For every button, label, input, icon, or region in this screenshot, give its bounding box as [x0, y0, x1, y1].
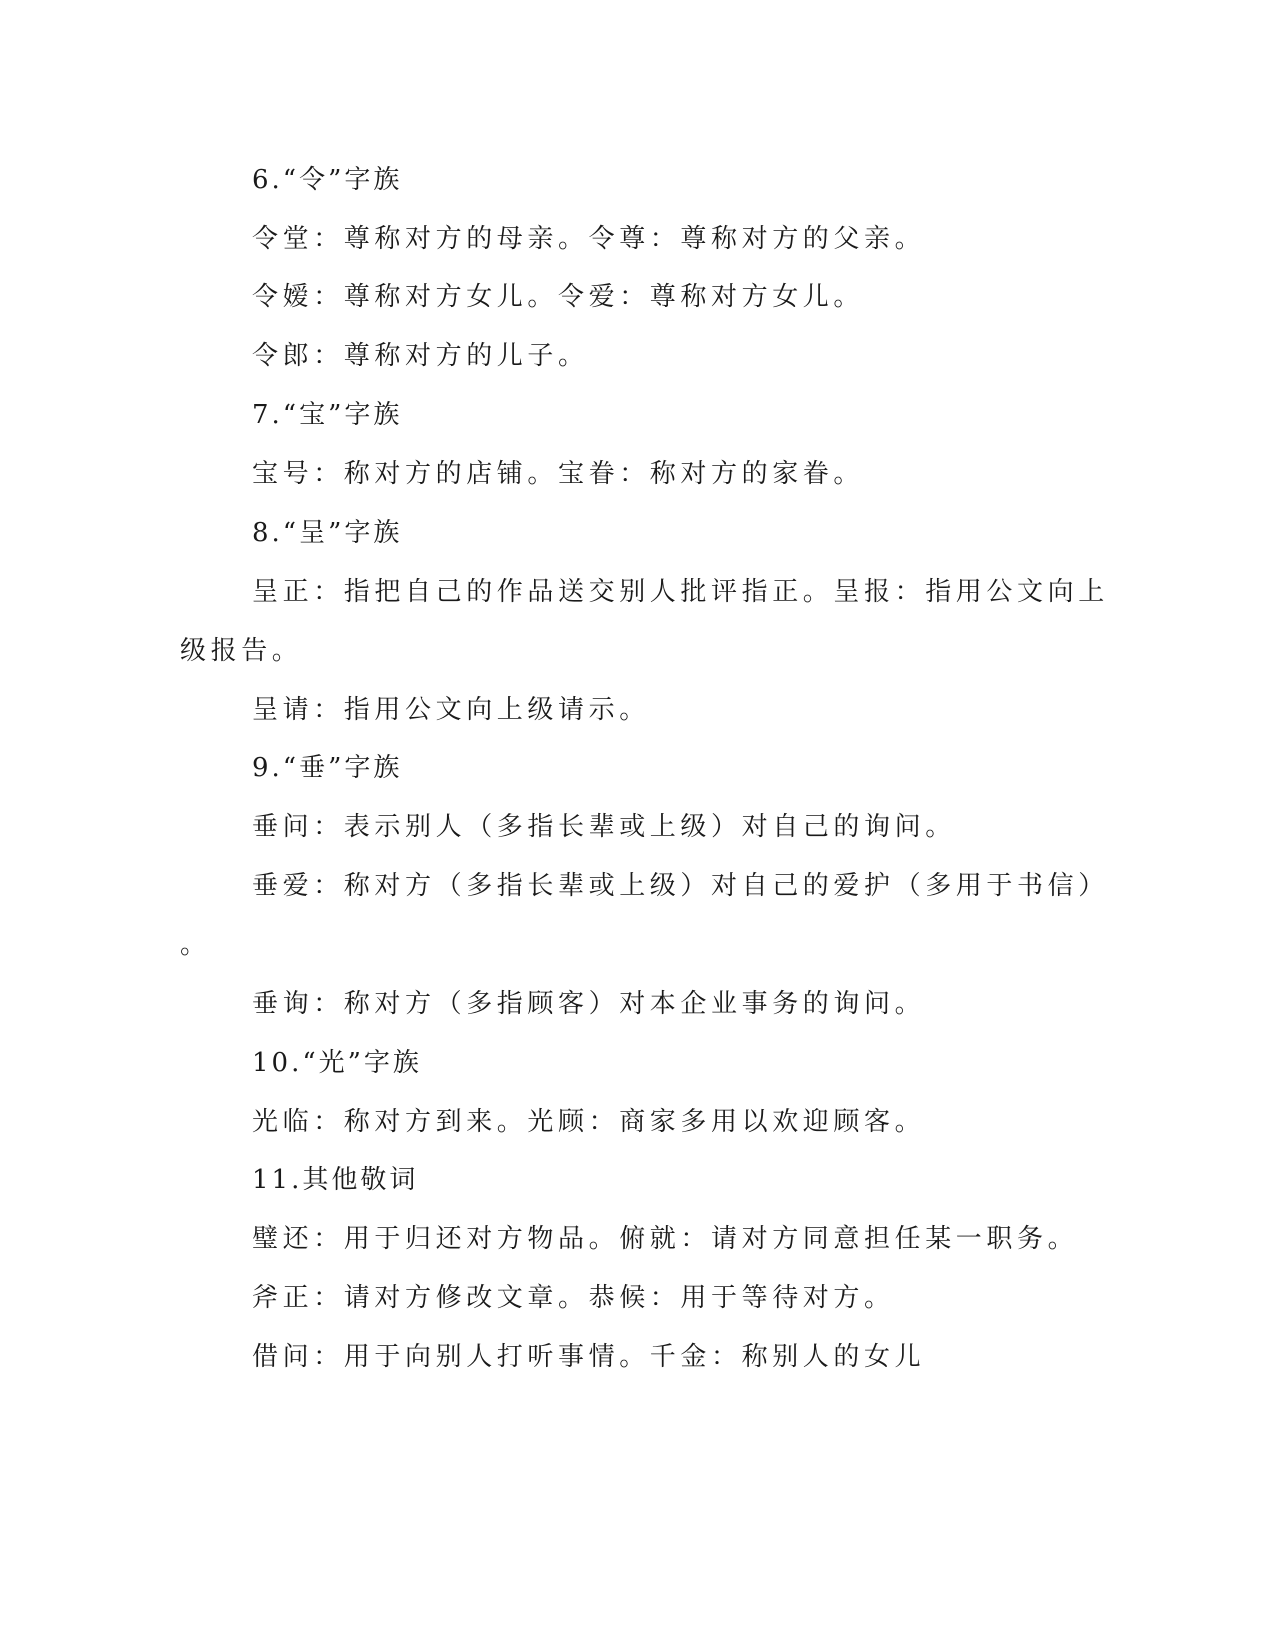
paragraph-line-continuation: 。	[180, 930, 211, 960]
section-heading-chui: 9.“垂”字族	[252, 753, 403, 783]
paragraph-line: 斧正：请对方修改文章。恭候：用于等待对方。	[252, 1283, 895, 1313]
paragraph-line: 呈正：指把自己的作品送交别人批评指正。呈报：指用公文向上	[252, 577, 1109, 607]
paragraph-line: 光临：称对方到来。光顾：商家多用以欢迎顾客。	[252, 1107, 926, 1137]
paragraph-line-continuation: 级报告。	[180, 636, 303, 666]
paragraph-line: 垂询：称对方（多指顾客）对本企业事务的询问。	[252, 989, 926, 1019]
section-heading-guang: 10.“光”字族	[252, 1048, 422, 1078]
section-heading-ling: 6.“令”字族	[252, 165, 403, 195]
paragraph-line: 令郎：尊称对方的儿子。	[252, 341, 589, 371]
section-heading-other: 11.其他敬词	[252, 1165, 419, 1195]
paragraph-line: 垂爱：称对方（多指长辈或上级）对自己的爱护（多用于书信）	[252, 871, 1109, 901]
paragraph-line: 令堂：尊称对方的母亲。令尊：尊称对方的父亲。	[252, 224, 926, 254]
paragraph-line: 宝号：称对方的店铺。宝眷：称对方的家眷。	[252, 459, 865, 489]
paragraph-line: 令嫒：尊称对方女儿。令爱：尊称对方女儿。	[252, 282, 865, 312]
paragraph-line: 呈请：指用公文向上级请示。	[252, 695, 650, 725]
section-heading-cheng: 8.“呈”字族	[252, 518, 403, 548]
section-heading-bao: 7.“宝”字族	[252, 400, 403, 430]
paragraph-line: 璧还：用于归还对方物品。俯就：请对方同意担任某一职务。	[252, 1224, 1079, 1254]
paragraph-line: 借问：用于向别人打听事情。千金：称别人的女儿	[252, 1342, 926, 1372]
paragraph-line: 垂问：表示别人（多指长辈或上级）对自己的询问。	[252, 812, 956, 842]
